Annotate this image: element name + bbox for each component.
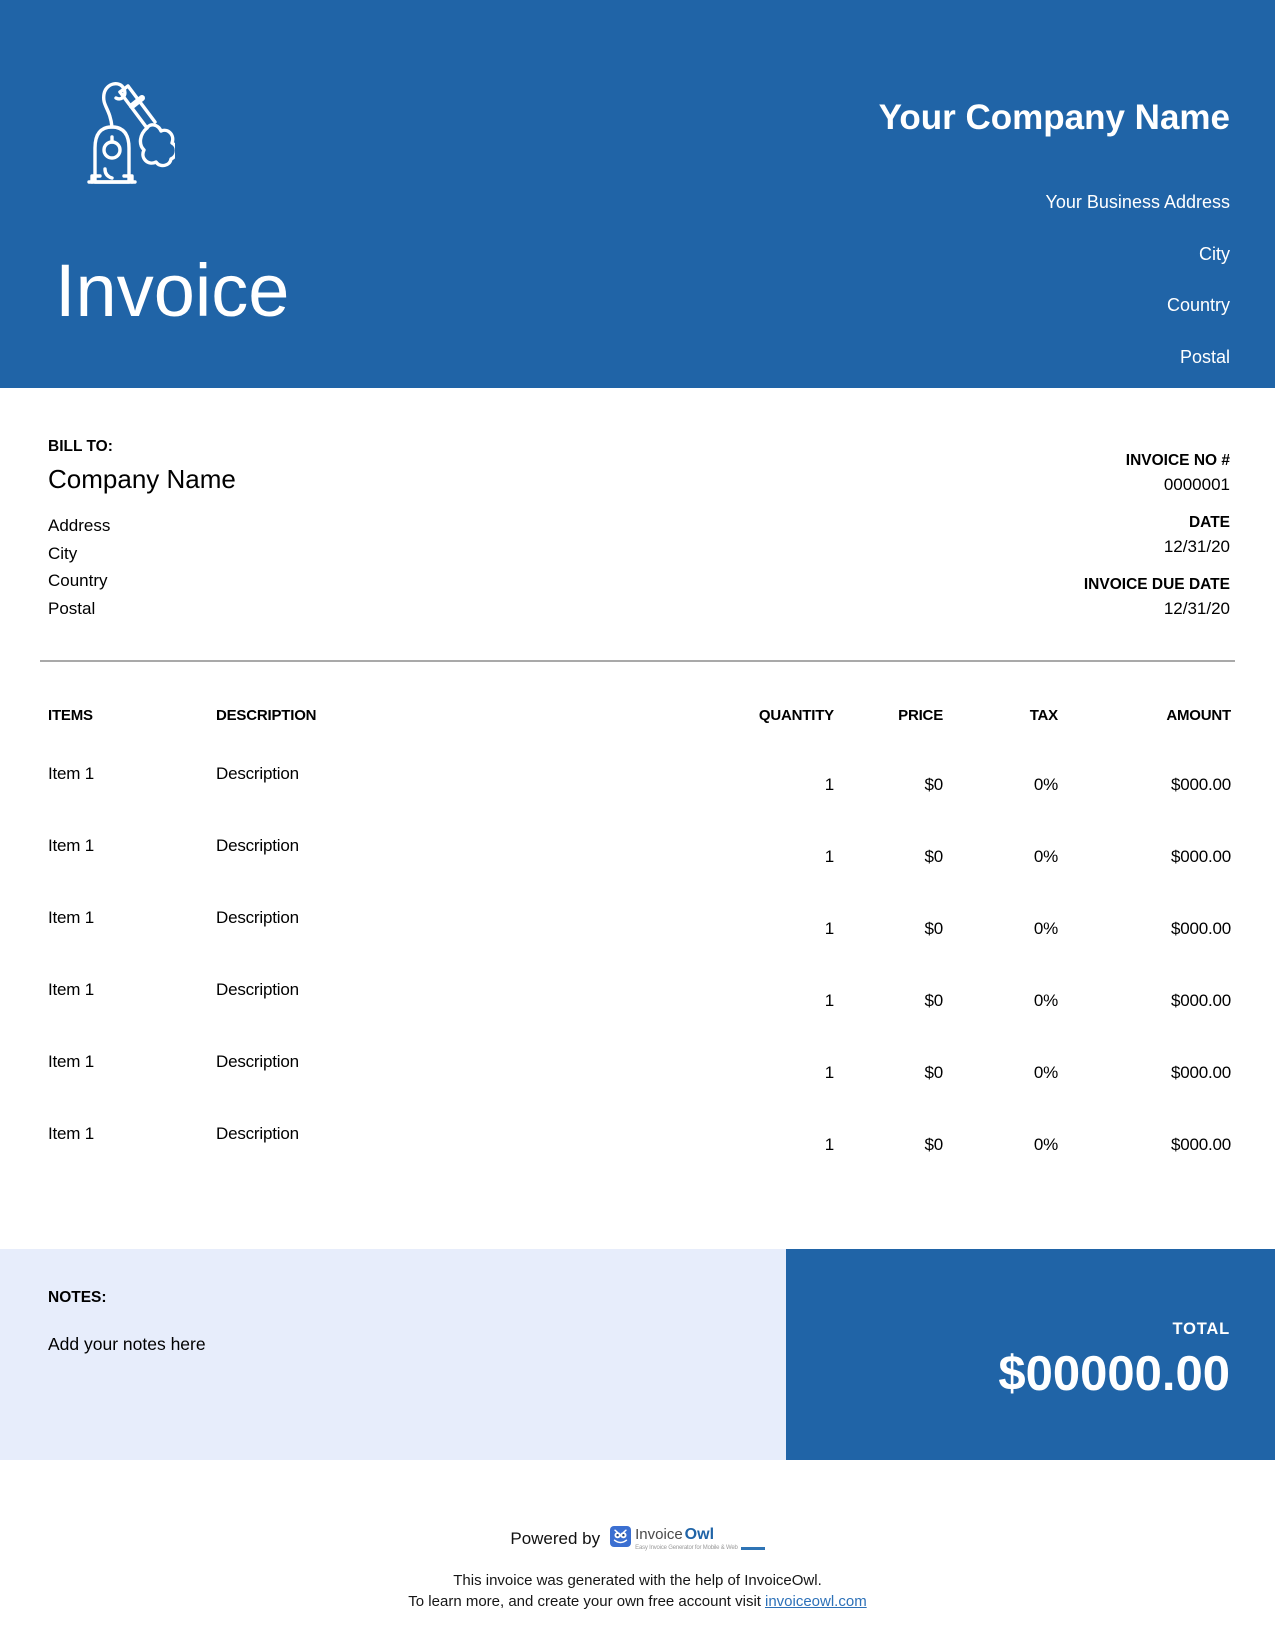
cell-price: $0 xyxy=(924,1135,943,1154)
table-row xyxy=(0,1124,1275,1170)
logo-wordmark xyxy=(635,1526,764,1551)
cell-item: Item 1 xyxy=(48,908,95,927)
cell-tax: 0% xyxy=(1033,991,1058,1010)
table-row xyxy=(0,836,1275,882)
cell-description: Description xyxy=(216,836,299,855)
column-header-tax: TAX xyxy=(1029,707,1058,724)
table-row xyxy=(0,764,1275,810)
table-row xyxy=(0,908,1275,954)
cell-amount: $000.00 xyxy=(1170,1135,1231,1154)
logo-text-owl: Owl xyxy=(684,1526,715,1543)
company-name: Your Company Name xyxy=(878,98,1230,137)
company-address-line: Postal xyxy=(1179,346,1230,367)
column-header-items: ITEMS xyxy=(48,707,93,724)
column-header-amount: AMOUNT xyxy=(1166,707,1231,724)
bill-to-company: Company Name xyxy=(48,464,236,494)
invoice-title: Invoice xyxy=(55,249,290,332)
cell-price: $0 xyxy=(924,847,943,866)
owl-icon xyxy=(610,1526,631,1547)
cell-description: Description xyxy=(216,980,299,999)
cell-price: $0 xyxy=(924,919,943,938)
logo-text-invoice: Invoice xyxy=(635,1526,683,1543)
notes-label: NOTES: xyxy=(48,1289,107,1306)
cell-quantity: 1 xyxy=(824,919,834,938)
cell-amount: $000.00 xyxy=(1170,847,1231,866)
invoice-date-pair xyxy=(1084,511,1230,559)
cell-tax: 0% xyxy=(1033,1135,1058,1154)
cell-item: Item 1 xyxy=(48,764,95,783)
total-section xyxy=(786,1249,1275,1460)
cell-quantity: 1 xyxy=(824,991,834,1010)
cell-item: Item 1 xyxy=(48,836,95,855)
logo-tagline: Easy Invoice Generator for Mobile & Web xyxy=(635,1545,738,1551)
invoice-number-label: INVOICE NO # xyxy=(1125,452,1230,469)
footer-learn-more-text xyxy=(0,1593,1275,1610)
invoice-due-date-value: 12/31/20 xyxy=(1163,599,1230,618)
invoiceowl-link[interactable]: invoiceowl.com xyxy=(764,1593,867,1610)
cell-amount: $000.00 xyxy=(1170,991,1231,1010)
cell-description: Description xyxy=(216,908,299,927)
column-header-price: PRICE xyxy=(898,707,943,724)
cell-price: $0 xyxy=(924,1063,943,1082)
notes-section xyxy=(0,1249,786,1460)
bill-to-address-line: Postal xyxy=(48,599,96,619)
bill-to-address-line: Country xyxy=(48,571,108,591)
total-label: TOTAL xyxy=(1172,1320,1230,1338)
notes-text: Add your notes here xyxy=(48,1334,206,1354)
invoice-due-date-pair xyxy=(1084,573,1230,621)
column-header-description: DESCRIPTION xyxy=(216,707,317,724)
table-row xyxy=(0,980,1275,1026)
invoiceowl-logo xyxy=(610,1526,764,1551)
bill-to-label: BILL TO: xyxy=(48,438,113,455)
bill-to-address-line: City xyxy=(48,543,78,563)
powered-by-row xyxy=(0,1526,1275,1551)
header-banner xyxy=(0,0,1275,388)
cell-tax: 0% xyxy=(1033,775,1058,794)
invoice-date-label: DATE xyxy=(1188,514,1230,531)
cell-amount: $000.00 xyxy=(1170,1063,1231,1082)
company-address-block xyxy=(1046,177,1230,383)
invoice-meta xyxy=(1084,449,1230,635)
invoice-due-date-label: INVOICE DUE DATE xyxy=(1083,576,1230,593)
table-row xyxy=(0,1052,1275,1098)
bill-to-address-block xyxy=(48,512,110,623)
cell-quantity: 1 xyxy=(824,1063,834,1082)
company-address-line: Your Business Address xyxy=(1045,192,1230,212)
cell-item: Item 1 xyxy=(48,980,95,999)
invoice-date-value: 12/31/20 xyxy=(1163,537,1230,556)
powered-by-text: Powered by xyxy=(510,1528,601,1548)
company-address-line: Country xyxy=(1166,295,1230,315)
total-amount: $00000.00 xyxy=(998,1347,1230,1401)
cell-price: $0 xyxy=(924,775,943,794)
cell-item: Item 1 xyxy=(48,1124,95,1143)
cell-amount: $000.00 xyxy=(1170,775,1231,794)
company-address-line: City xyxy=(1199,243,1230,264)
cell-amount: $000.00 xyxy=(1170,919,1231,938)
cell-tax: 0% xyxy=(1033,919,1058,938)
footer-learn-more-prefix: To learn more, and create your own free account visit xyxy=(408,1593,761,1610)
cell-description: Description xyxy=(216,1052,299,1071)
footer-generated-text: This invoice was generated with the help of InvoiceOwl. xyxy=(453,1572,822,1589)
column-header-quantity: QUANTITY xyxy=(758,707,834,724)
cell-item: Item 1 xyxy=(48,1052,95,1071)
vacuum-cleaner-icon xyxy=(80,70,175,188)
cell-tax: 0% xyxy=(1033,1063,1058,1082)
invoice-number-pair xyxy=(1084,449,1230,497)
bill-to-address-line: Address xyxy=(48,516,111,535)
cell-quantity: 1 xyxy=(824,775,834,794)
cell-price: $0 xyxy=(924,991,943,1010)
cell-quantity: 1 xyxy=(824,847,834,866)
invoice-number-value: 0000001 xyxy=(1163,475,1230,494)
section-divider xyxy=(40,660,1235,662)
cell-tax: 0% xyxy=(1033,847,1058,866)
logo-underline-bar xyxy=(741,1547,765,1550)
table-header-row xyxy=(0,707,1275,727)
cell-quantity: 1 xyxy=(824,1135,834,1154)
cell-description: Description xyxy=(216,1124,299,1143)
cell-description: Description xyxy=(216,764,299,783)
